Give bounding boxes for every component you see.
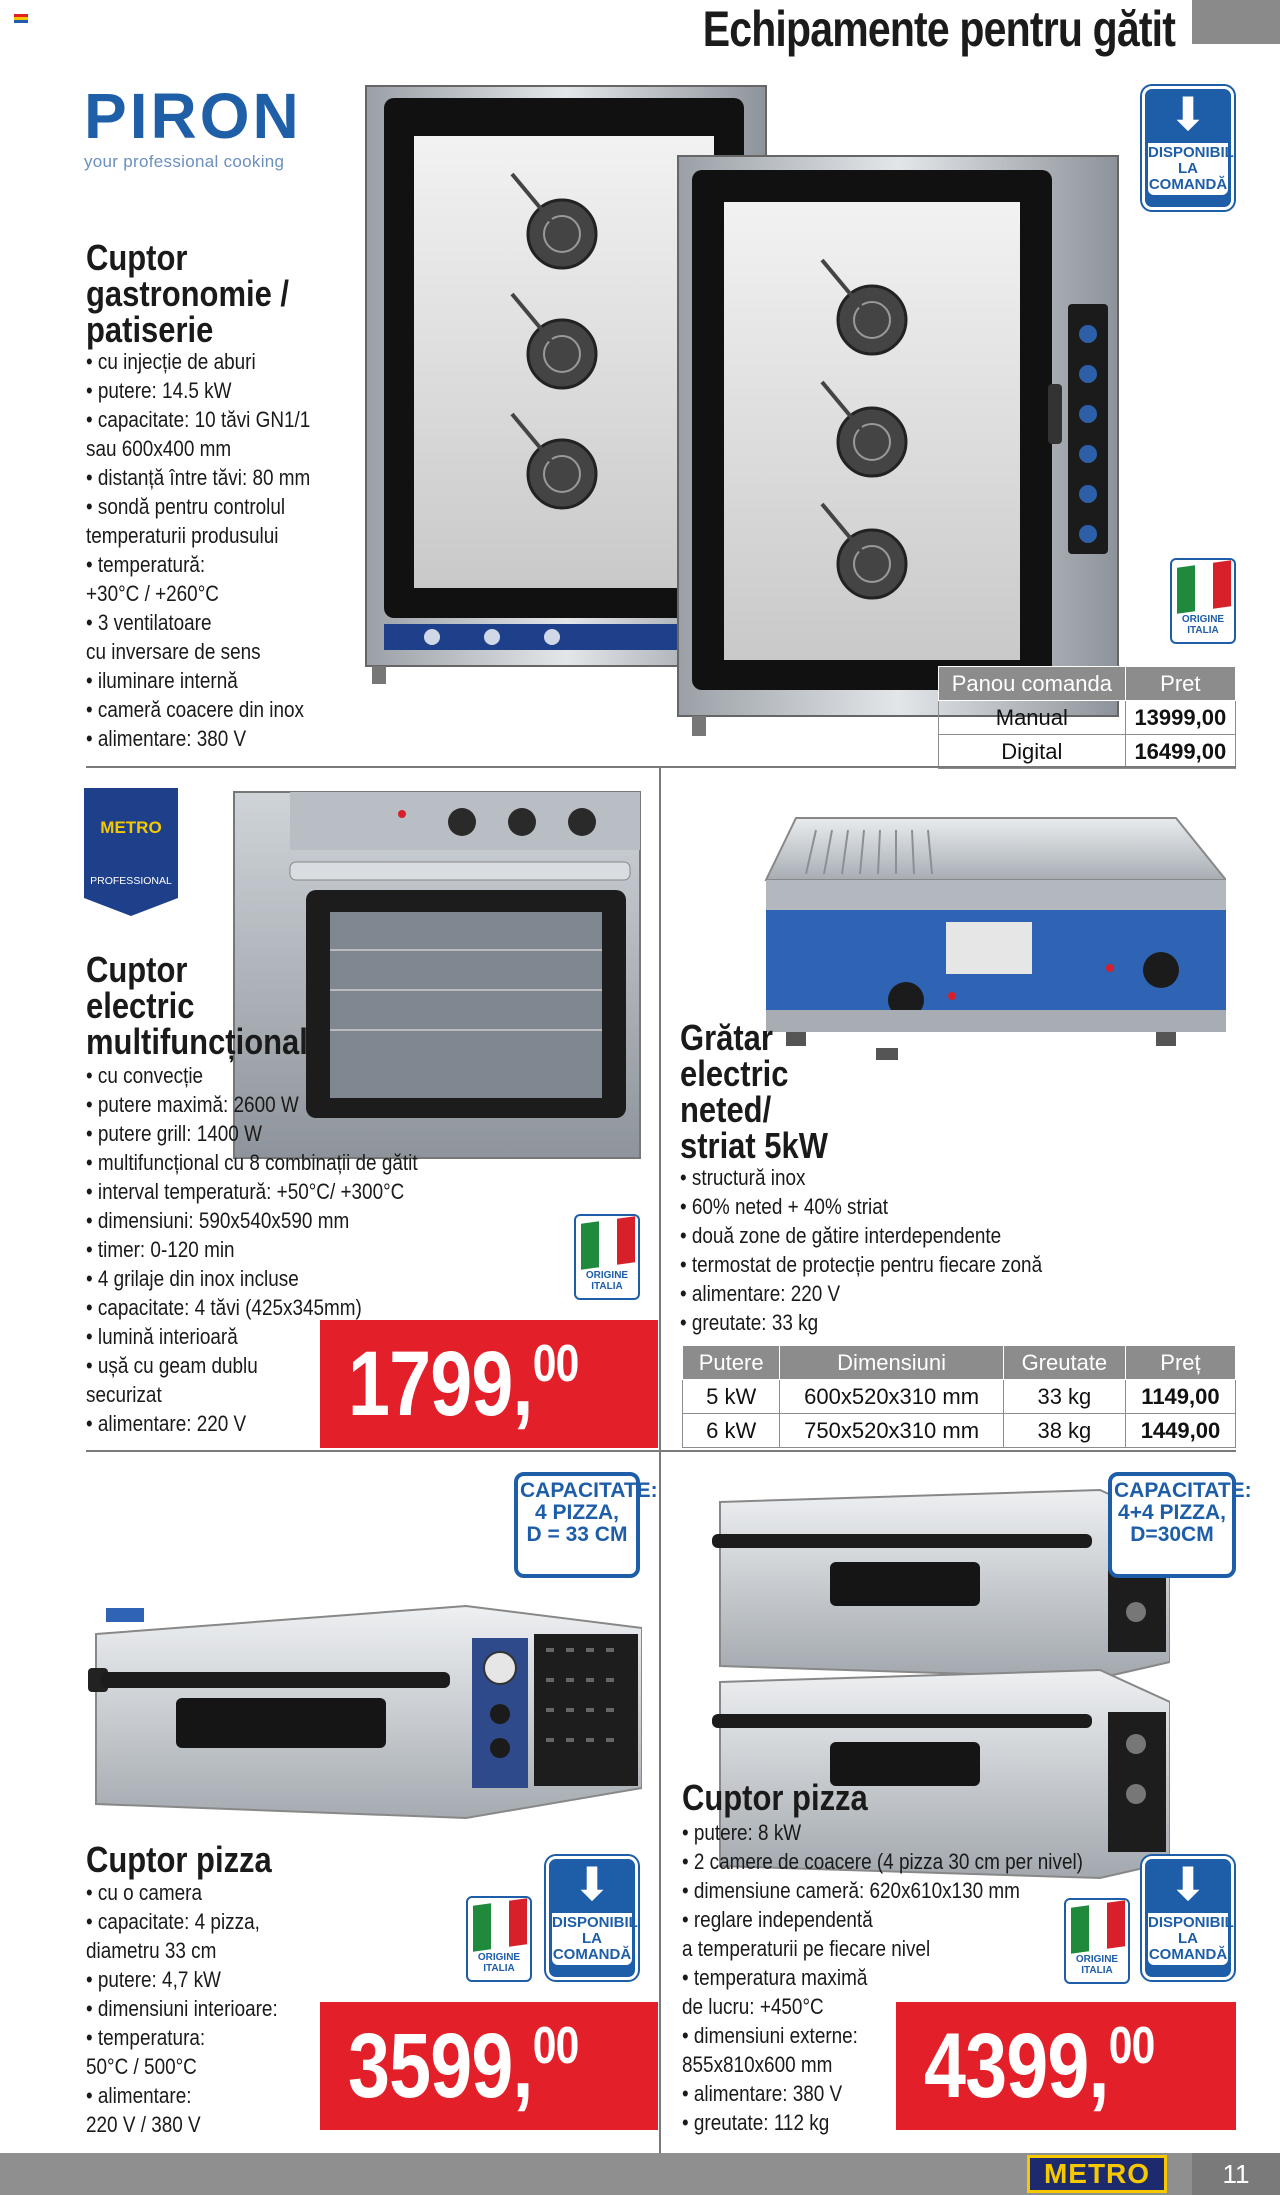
price-integer: 1799, bbox=[348, 1333, 533, 1435]
price-decimals: 00 bbox=[532, 2017, 579, 2075]
download-arrow-icon: ⬇ bbox=[1168, 88, 1208, 140]
origin-line1: ORIGINE bbox=[1181, 614, 1225, 625]
metro-pro-sub: PROFESSIONAL bbox=[90, 875, 172, 887]
table-header: Panou comanda bbox=[939, 667, 1126, 701]
badge-line2: LA COMANDĂ bbox=[1148, 160, 1228, 193]
badge-line1: DISPONIBIL bbox=[1148, 1914, 1234, 1931]
capacity-line: 4 PIZZA, bbox=[534, 1501, 619, 1524]
feature-item: • distanță între tăvi: 80 mm bbox=[86, 465, 311, 490]
price-integer: 3599, bbox=[348, 2015, 533, 2117]
combi-oven-title bbox=[86, 237, 290, 350]
feature-item: • putere: 4,7 kW bbox=[86, 1967, 221, 1992]
feature-item: • capacitate: 4 tăvi (425x345mm) bbox=[86, 1295, 362, 1320]
badge-line2: LA COMANDĂ bbox=[552, 1930, 632, 1963]
capacity-line: 4+4 PIZZA, bbox=[1118, 1501, 1226, 1524]
download-arrow-icon: ⬇ bbox=[1168, 1858, 1208, 1910]
feature-item: • putere grill: 1400 W bbox=[86, 1121, 262, 1146]
feature-item: • ușă cu geam dublu securizat bbox=[86, 1353, 258, 1407]
price-decimals: 00 bbox=[532, 1335, 579, 1393]
table-cell: 600x520x310 mm bbox=[780, 1380, 1004, 1414]
origin-italia-badge bbox=[1064, 1898, 1130, 1984]
metro-pro-brand: METRO bbox=[100, 818, 162, 837]
table-header: Greutate bbox=[1003, 1346, 1125, 1380]
origin-line1: ORIGINE bbox=[477, 1952, 521, 1963]
feature-item: • alimentare: 380 V bbox=[86, 726, 247, 751]
table-cell: 750x520x310 mm bbox=[780, 1414, 1004, 1448]
feature-item: • temperatura maximă de lucru: +450°C bbox=[682, 1965, 868, 2019]
title-line: multifuncțional bbox=[86, 1021, 308, 1062]
italy-flag-icon bbox=[1177, 560, 1231, 614]
feature-item: • 60% neted + 40% striat bbox=[680, 1194, 889, 1219]
capacity-line: CAPACITATE: bbox=[1114, 1479, 1252, 1502]
feature-item: • cameră coacere din inox bbox=[86, 697, 305, 722]
table-row bbox=[683, 1414, 1236, 1448]
origin-line1: ORIGINE bbox=[585, 1270, 629, 1281]
feature-item: • temperatură: +30°C / +260°C bbox=[86, 552, 219, 606]
title-line: gastronomie / bbox=[86, 273, 290, 314]
table-header: Putere bbox=[683, 1346, 780, 1380]
title-accent-bar bbox=[1192, 0, 1280, 44]
capacity-line: D = 33 CM bbox=[526, 1523, 628, 1546]
feature-item: • capacitate: 10 tăvi GN1/1 sau 600x400 mm bbox=[86, 407, 311, 461]
badge-line1: DISPONIBIL bbox=[1148, 144, 1234, 161]
title-line: neted/ bbox=[680, 1089, 772, 1130]
table-cell: 13999,00 bbox=[1125, 701, 1235, 735]
capacity-line: CAPACITATE: bbox=[520, 1479, 658, 1502]
feature-item: • structură inox bbox=[680, 1165, 806, 1190]
feature-item: • dimensiune cameră: 620x610x130 mm bbox=[682, 1878, 1020, 1903]
feature-item: • 3 ventilatoare cu inversare de sens bbox=[86, 610, 261, 664]
available-on-order-badge bbox=[1142, 86, 1234, 210]
title-line: Cuptor bbox=[86, 237, 188, 278]
pizza2-title: Cuptor pizza bbox=[682, 1777, 868, 1818]
griddle-price-table bbox=[682, 1345, 1236, 1448]
pizza1-price-box bbox=[320, 2002, 658, 2130]
feature-item: • capacitate: 4 pizza, diametru 33 cm bbox=[86, 1909, 260, 1963]
combi-oven-image bbox=[362, 84, 1122, 744]
feature-item: • cu o camera bbox=[86, 1880, 202, 1905]
piron-brand: PIRON bbox=[84, 80, 302, 152]
title-line: Grătar bbox=[680, 1017, 773, 1058]
table-cell: 5 kW bbox=[683, 1380, 780, 1414]
feature-item: • alimentare: 380 V bbox=[682, 2081, 843, 2106]
origin-line2: ITALIA bbox=[483, 1963, 515, 1974]
feature-item: • lumină interioară bbox=[86, 1324, 238, 1349]
table-cell: Digital bbox=[939, 735, 1126, 769]
pizza2-capacity-badge bbox=[1108, 1472, 1252, 1578]
table-header: Preț bbox=[1125, 1346, 1235, 1380]
combi-oven-price-table bbox=[938, 666, 1236, 769]
title-line: striat 5kW bbox=[680, 1125, 828, 1166]
table-cell: 6 kW bbox=[683, 1414, 780, 1448]
badge-line1: DISPONIBIL bbox=[552, 1914, 638, 1931]
feature-item: • greutate: 112 kg bbox=[682, 2110, 830, 2135]
table-row bbox=[939, 735, 1236, 769]
pizza1-title: Cuptor pizza bbox=[86, 1839, 272, 1880]
feature-item: • cu injecție de aburi bbox=[86, 349, 256, 374]
table-cell: 1149,00 bbox=[1125, 1380, 1235, 1414]
metro-logo: METRO bbox=[1027, 2155, 1167, 2193]
feature-item: • alimentare: 220 V bbox=[86, 1411, 247, 1436]
title-line: electric bbox=[680, 1053, 789, 1094]
price-integer: 4399, bbox=[924, 2015, 1109, 2117]
page-title: Echipamente pentru gătit bbox=[702, 1, 1175, 57]
table-row bbox=[683, 1380, 1236, 1414]
language-flag-icon[interactable] bbox=[14, 14, 28, 23]
feature-item: • putere maximă: 2600 W bbox=[86, 1092, 299, 1117]
price-decimals: 00 bbox=[1108, 2017, 1155, 2075]
feature-item: • dimensiuni interioare: bbox=[86, 1996, 278, 2021]
metro-professional-logo bbox=[84, 788, 178, 916]
origin-line1: ORIGINE bbox=[1075, 1954, 1119, 1965]
section-divider bbox=[86, 766, 1236, 768]
title-line: patiserie bbox=[86, 309, 214, 350]
origin-italia-badge bbox=[466, 1896, 532, 1982]
table-cell: 33 kg bbox=[1003, 1380, 1125, 1414]
table-cell: 16499,00 bbox=[1125, 735, 1235, 769]
italy-flag-icon bbox=[581, 1216, 635, 1270]
table-row bbox=[939, 701, 1236, 735]
feature-item: • timer: 0-120 min bbox=[86, 1237, 235, 1262]
price-tag bbox=[348, 2015, 579, 2117]
pizza2-price-box bbox=[896, 2002, 1236, 2130]
origin-line2: ITALIA bbox=[1081, 1965, 1113, 1976]
griddle-title bbox=[680, 1017, 828, 1166]
italy-flag-icon bbox=[473, 1898, 527, 1952]
pizza1-capacity-badge bbox=[514, 1472, 658, 1578]
pizza1-oven-image bbox=[86, 1598, 642, 1820]
feature-item: • alimentare: 220 V bbox=[680, 1281, 841, 1306]
feature-item: • termostat de protecție pentru fiecare zonă bbox=[680, 1252, 1043, 1277]
pizza1-features bbox=[86, 1878, 278, 2139]
feature-item: • dimensiuni: 590x540x590 mm bbox=[86, 1208, 350, 1233]
page-number: 11 bbox=[1192, 2153, 1280, 2195]
origin-italia-badge bbox=[1170, 558, 1236, 644]
feature-item: • dimensiuni externe: 855x810x600 mm bbox=[682, 2023, 858, 2077]
table-header: Pret bbox=[1125, 667, 1235, 701]
electric-oven-price-box bbox=[320, 1320, 658, 1448]
feature-item: • 2 camere de coacere (4 pizza 30 cm per nivel) bbox=[682, 1849, 1083, 1874]
feature-item: • iluminare internă bbox=[86, 668, 238, 693]
table-cell: 38 kg bbox=[1003, 1414, 1125, 1448]
feature-item: • cu convecție bbox=[86, 1063, 204, 1088]
feature-item: • temperatura: 50°C / 500°C bbox=[86, 2025, 206, 2079]
table-header: Dimensiuni bbox=[780, 1346, 1004, 1380]
title-line: Cuptor bbox=[86, 949, 188, 990]
price-tag bbox=[348, 1333, 579, 1435]
section-divider bbox=[86, 1450, 1236, 1452]
feature-item: • două zone de gătire interdependente bbox=[680, 1223, 1002, 1248]
italy-flag-icon bbox=[1071, 1900, 1125, 1954]
feature-item: • 4 grilaje din inox incluse bbox=[86, 1266, 299, 1291]
feature-item: • putere: 14.5 kW bbox=[86, 378, 232, 403]
column-divider bbox=[659, 768, 661, 2153]
download-arrow-icon: ⬇ bbox=[572, 1858, 612, 1910]
origin-line2: ITALIA bbox=[1187, 625, 1219, 636]
feature-item: • multifuncțional cu 8 combinații de gătit bbox=[86, 1150, 418, 1175]
table-cell: Manual bbox=[939, 701, 1126, 735]
feature-item: • alimentare: 220 V / 380 V bbox=[86, 2083, 201, 2137]
price-tag bbox=[924, 2015, 1155, 2117]
combi-oven-features bbox=[86, 347, 310, 753]
capacity-line: D=30CM bbox=[1130, 1523, 1214, 1546]
origin-line2: ITALIA bbox=[591, 1281, 623, 1292]
badge-line2: LA COMANDĂ bbox=[1148, 1930, 1228, 1963]
table-cell: 1449,00 bbox=[1125, 1414, 1235, 1448]
electric-oven-title bbox=[86, 949, 308, 1062]
available-on-order-badge bbox=[546, 1856, 638, 1980]
piron-tagline: your professional cooking bbox=[84, 152, 285, 171]
piron-logo bbox=[84, 80, 302, 172]
feature-item: • greutate: 33 kg bbox=[680, 1310, 819, 1335]
feature-item: • interval temperatură: +50°C/ +300°C bbox=[86, 1179, 405, 1204]
feature-item: • putere: 8 kW bbox=[682, 1820, 802, 1845]
available-on-order-badge bbox=[1142, 1856, 1234, 1980]
origin-italia-badge bbox=[574, 1214, 640, 1300]
title-line: electric bbox=[86, 985, 195, 1026]
griddle-features bbox=[680, 1163, 1042, 1337]
feature-item: • sondă pentru controlul temperaturii produsului bbox=[86, 494, 286, 548]
feature-item: • reglare independentă a temperaturii pe fiecare nivel bbox=[682, 1907, 931, 1961]
